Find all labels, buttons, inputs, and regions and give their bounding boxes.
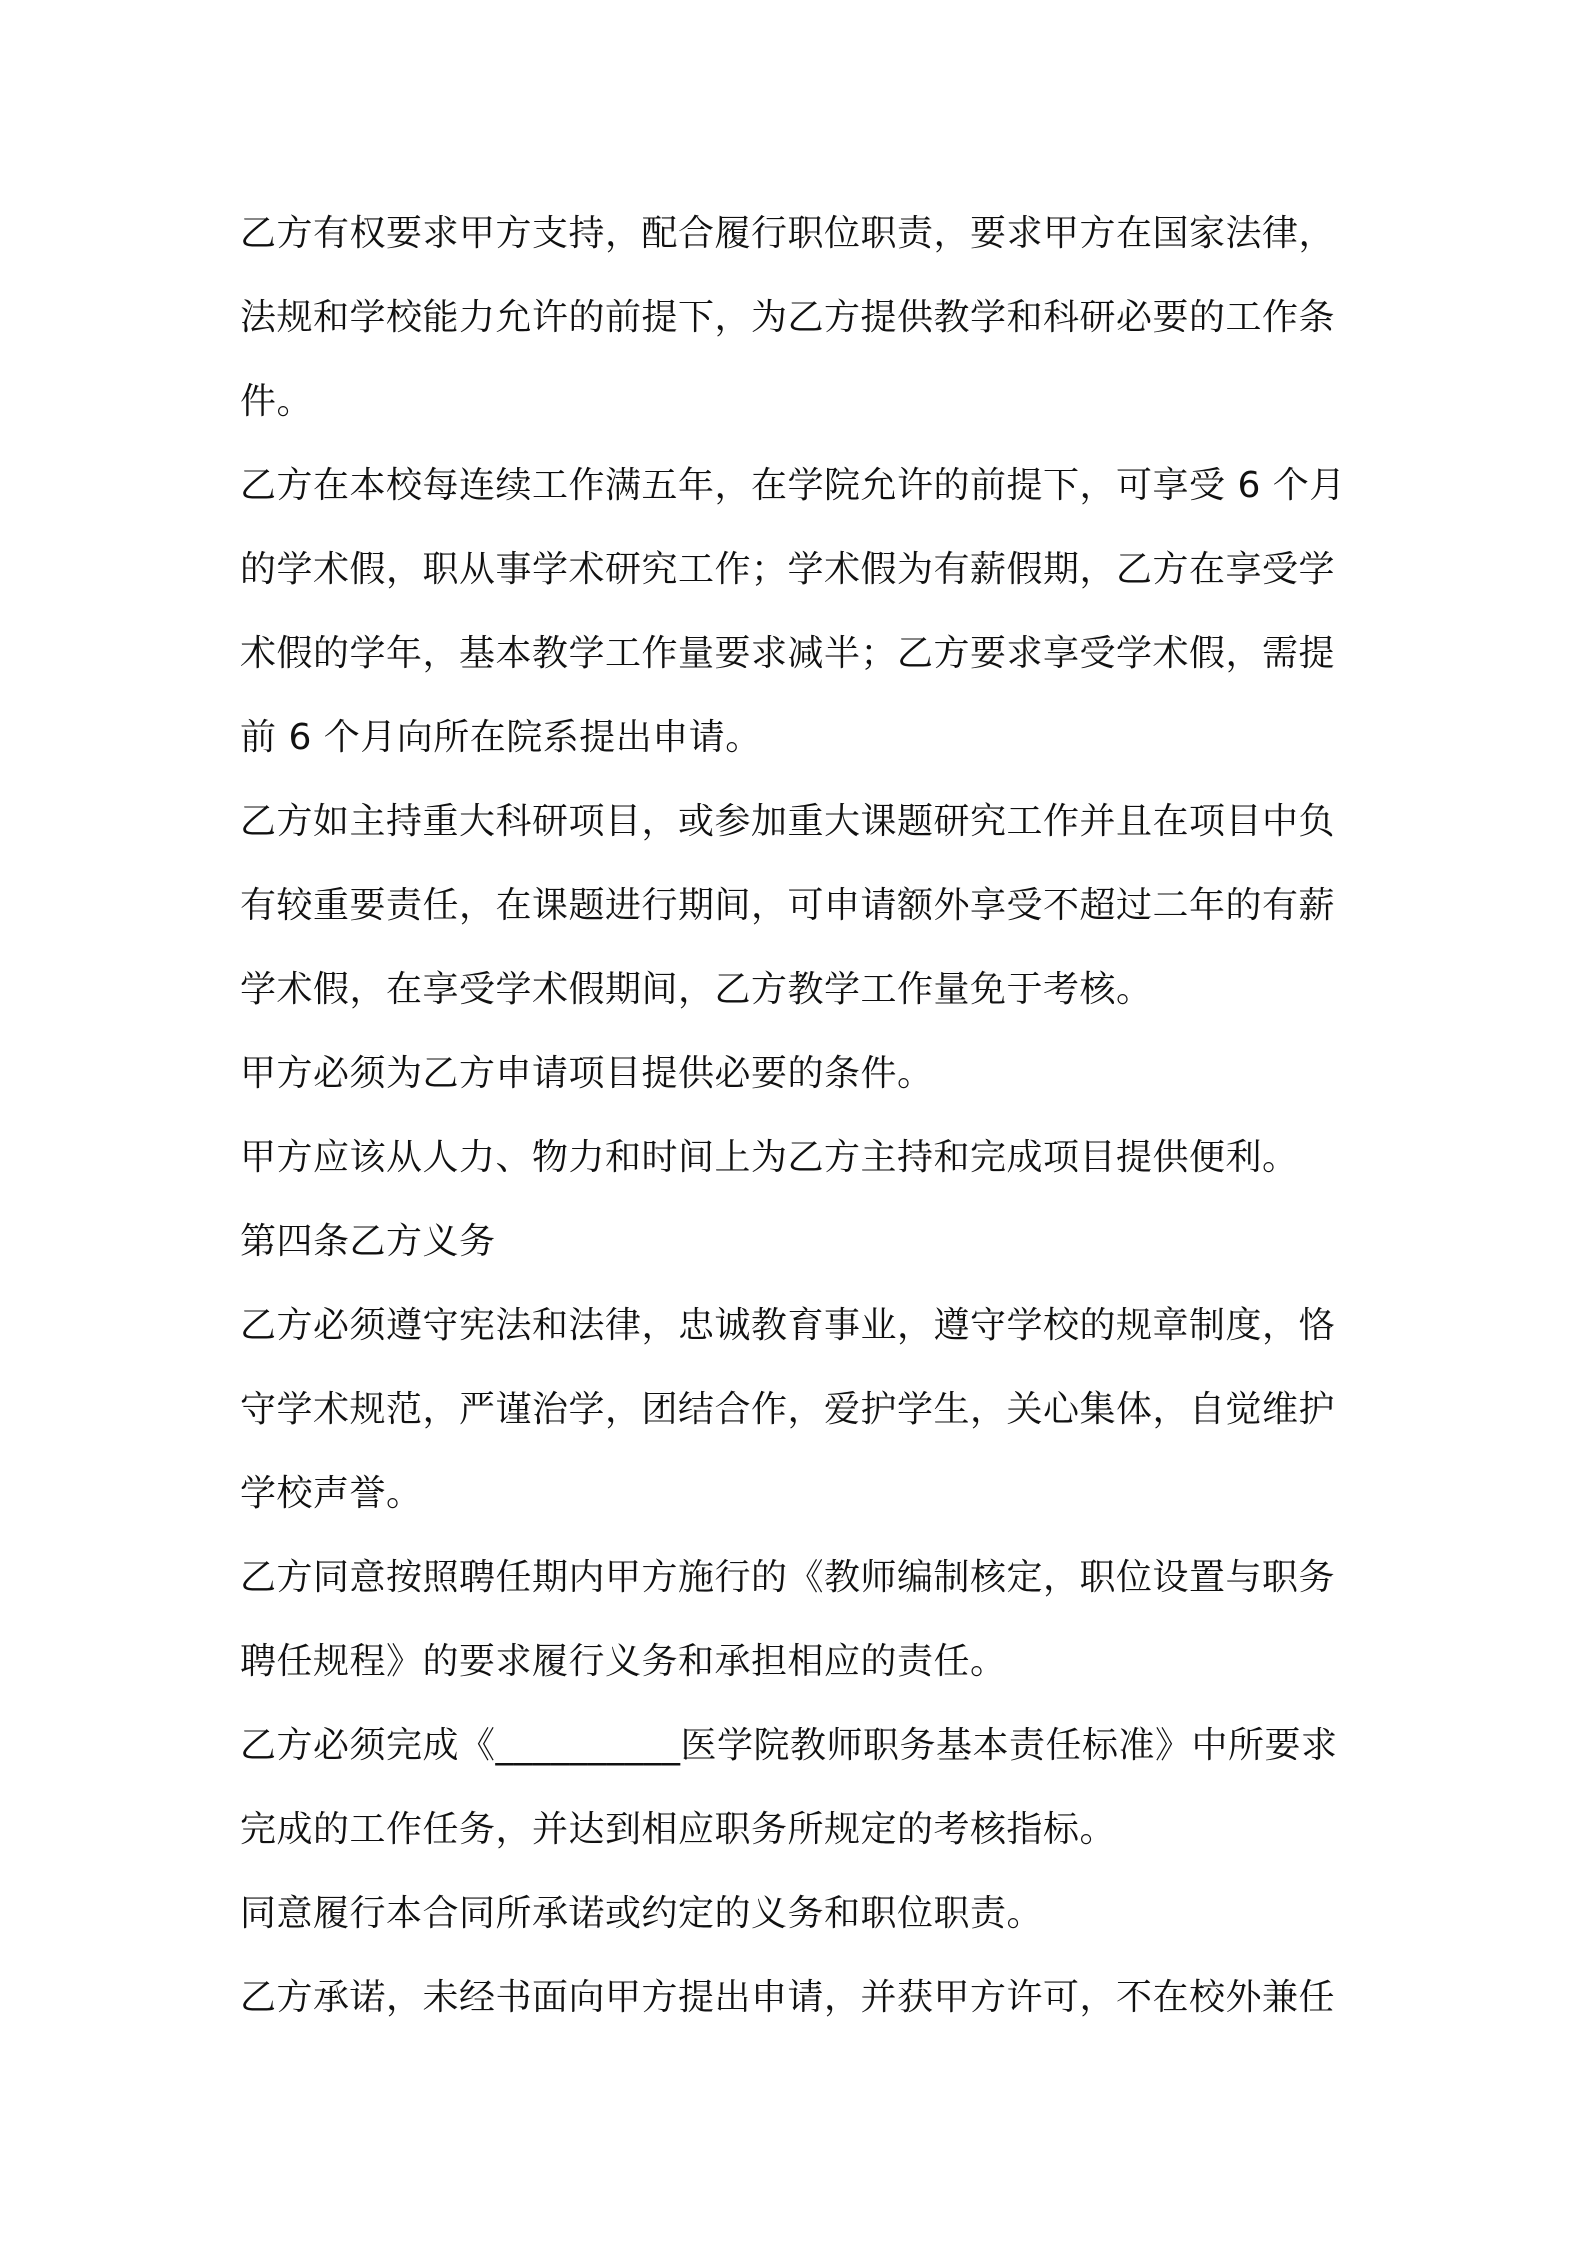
document-body <box>240 192 1360 2040</box>
text-line: 的学术假，职从事学术研究工作；学术假为有薪假期，乙方在享受学 <box>240 549 1336 590</box>
text-line: 学校声誉。 <box>240 1473 423 1514</box>
text-line: 乙方承诺，未经书面向甲方提出申请，并获甲方许可，不在校外兼任 <box>240 1977 1336 2018</box>
text-line: 乙方必须遵守宪法和法律，忠诚教育事业，遵守学校的规章制度，恪 <box>240 1305 1336 1346</box>
text-line: 同意履行本合同所承诺或约定的义务和职位职责。 <box>240 1893 1044 1934</box>
text-line: 甲方应该从人力、物力和时间上为乙方主持和完成项目提供便利。 <box>240 1137 1299 1178</box>
section-heading: 第四条乙方义务 <box>240 1221 496 1262</box>
text-line: 乙方在本校每连续工作满五年，在学院允许的前提下，可享受 6 个月 <box>240 465 1346 506</box>
text-line: 学术假，在享受学术假期间，乙方教学工作量免于考核。 <box>240 969 1153 1010</box>
text-line: 前 6 个月向所在院系提出申请。 <box>240 717 762 758</box>
text-line: 乙方同意按照聘任期内甲方施行的《教师编制核定，职位设置与职务 <box>240 1557 1336 1598</box>
text-line: 聘任规程》的要求履行义务和承担相应的责任。 <box>240 1641 1007 1682</box>
text-line: 术假的学年，基本教学工作量要求减半；乙方要求享受学术假，需提 <box>240 633 1336 674</box>
text-line: 乙方有权要求甲方支持，配合履行职位职责，要求甲方在国家法律， <box>240 213 1336 254</box>
text-line: 乙方如主持重大科研项目，或参加重大课题研究工作并且在项目中负 <box>240 801 1336 842</box>
text-line: 守学术规范，严谨治学，团结合作，爱护学生，关心集体，自觉维护 <box>240 1389 1336 1430</box>
text-line: 有较重要责任，在课题进行期间，可申请额外享受不超过二年的有薪 <box>240 885 1336 926</box>
text-line: 乙方必须完成《__________医学院教师职务基本责任标准》中所要求 <box>240 1725 1338 1766</box>
text-line: 甲方必须为乙方申请项目提供必要的条件。 <box>240 1053 934 1094</box>
text-line: 法规和学校能力允许的前提下，为乙方提供教学和科研必要的工作条 <box>240 297 1336 338</box>
text-line: 件。 <box>240 381 314 422</box>
text-line: 完成的工作任务，并达到相应职务所规定的考核指标。 <box>240 1809 1117 1850</box>
